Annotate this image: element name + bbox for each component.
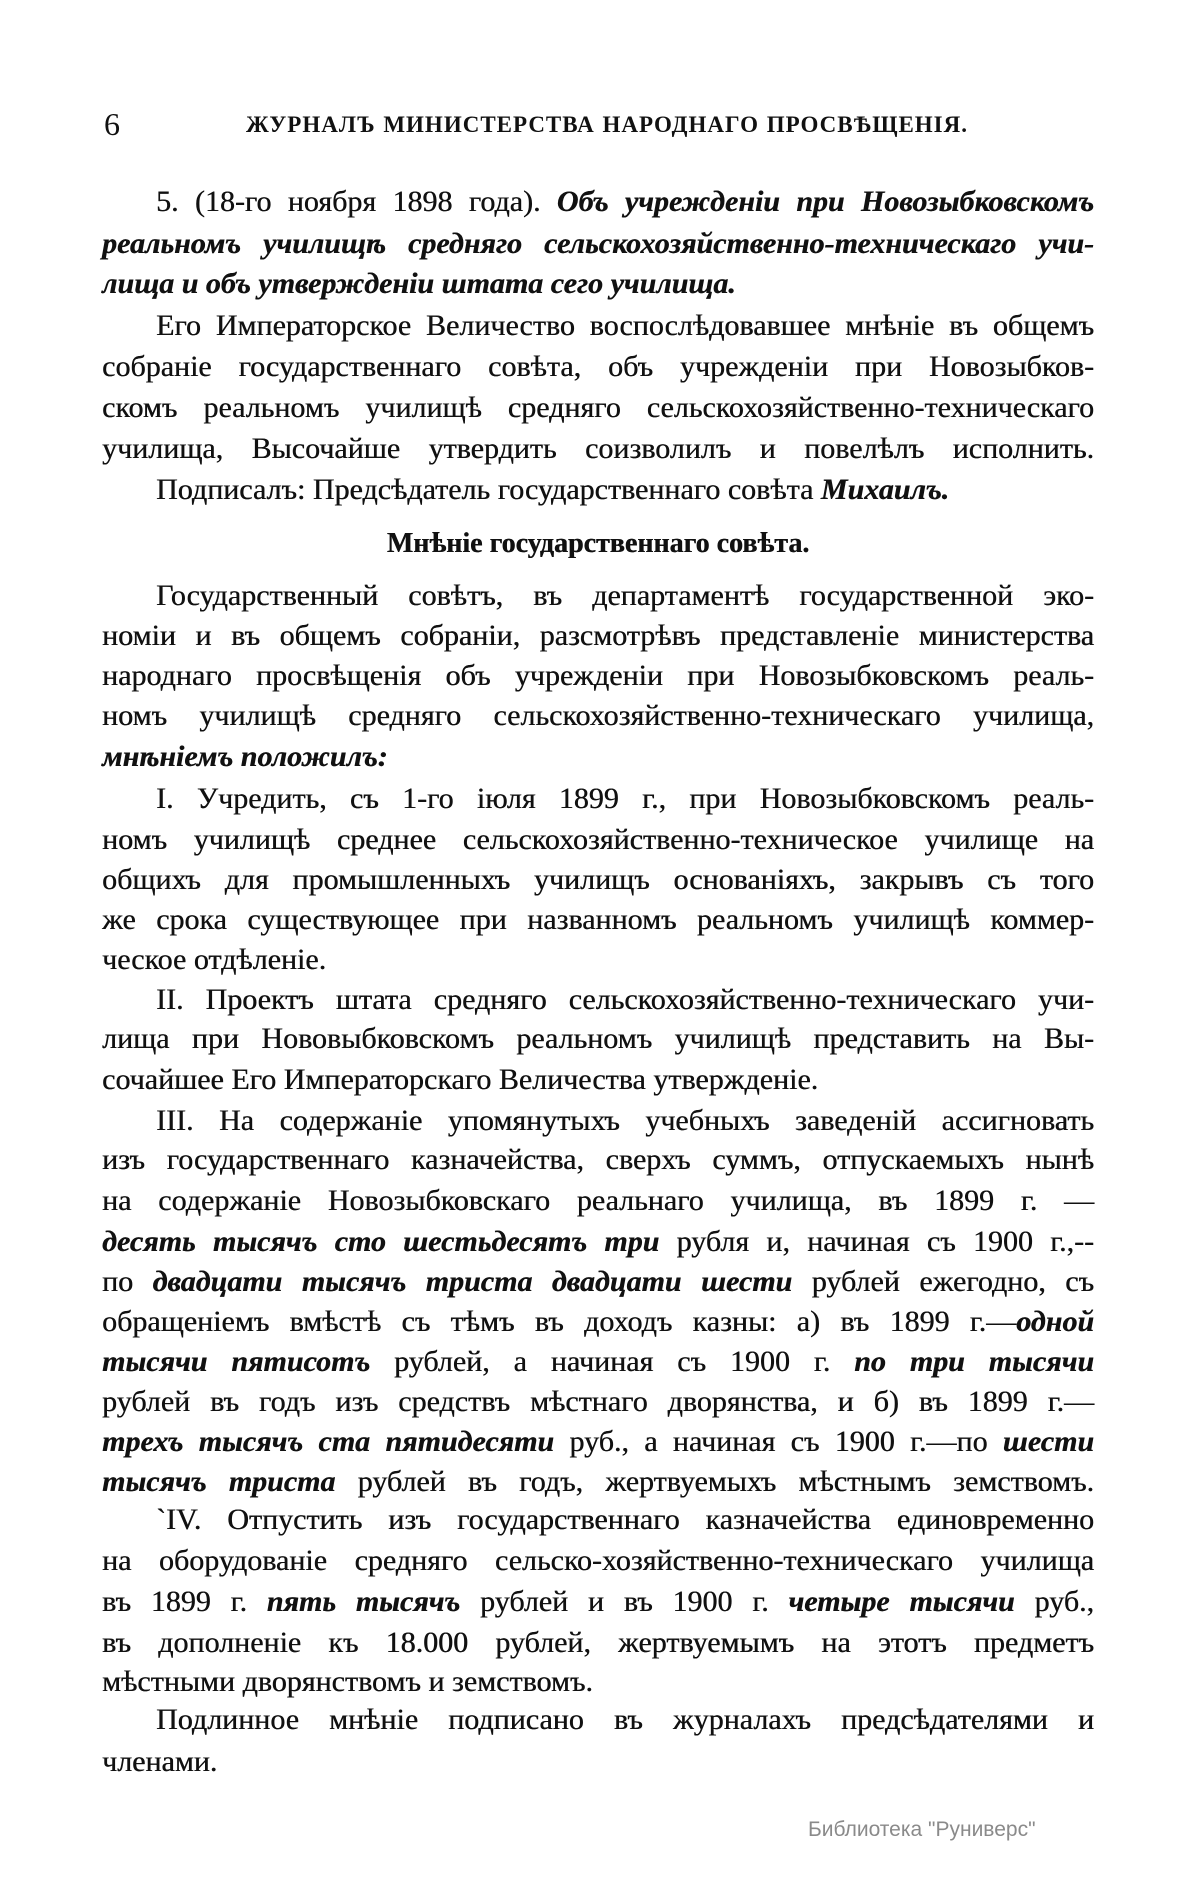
text-segment: III. На содержаніе упомянутыхъ учебныхъ заведеній ассигновать — [156, 1104, 1094, 1137]
text-segment: рублей и въ 1900 г. — [460, 1585, 789, 1618]
text-segment: Подлинное мнѣніе подписано въ журналахъ предсѣдателями и — [156, 1703, 1094, 1736]
italic-text: Михаилъ. — [820, 473, 950, 506]
italic-text: тысячъ триста — [102, 1465, 336, 1498]
text-line — [102, 656, 1094, 696]
text-segment: Подписалъ: Предсѣдатель государственнаго совѣта — [156, 473, 821, 506]
italic-text: десять тысячъ сто шестьдесятъ три — [102, 1225, 660, 1258]
text-line — [156, 470, 1094, 510]
italic-text: лища и объ утвержденіи штата сего училища. — [102, 267, 736, 300]
text-segment: `IV. Отпустить изъ государственнаго казначейства единовременно — [156, 1503, 1094, 1536]
text-line — [102, 1582, 1094, 1622]
text-line — [102, 860, 1094, 900]
italic-text: шести — [1002, 1425, 1095, 1458]
text-line — [156, 980, 1094, 1020]
text-line — [156, 182, 1094, 222]
text-segment: рубля и, начиная съ 1900 г.,-- — [659, 1225, 1094, 1258]
text-line — [102, 1623, 1094, 1663]
text-segment: на оборудованіе средняго сельско-хозяйственно-техническаго училища — [102, 1544, 1094, 1577]
italic-text: двадцати тысячъ триста двадцати шести — [152, 1265, 793, 1298]
text-segment: рублей въ годъ, жертвуемыхъ мѣстнымъ земствомъ. — [335, 1465, 1094, 1498]
text-line — [102, 820, 1094, 860]
text-segment: изъ государственнаго казначейства, сверхъ суммъ, отпускаемыхъ нынѣ — [102, 1143, 1094, 1176]
text-segment: на содержаніе Новозыбковскаго реальнаго училища, въ 1899 г. — — [102, 1184, 1094, 1217]
text-segment: номъ училищѣ средняго сельскохозяйственно-техническаго училища, — [102, 699, 1094, 732]
text-segment: руб., — [1014, 1585, 1094, 1618]
text-line — [156, 576, 1094, 616]
text-line — [156, 1500, 1094, 1540]
page-number: 6 — [104, 106, 120, 142]
text-line — [156, 779, 1094, 819]
text-segment: училища, Высочайше утвердить соизволилъ и повелѣлъ исполнить. — [102, 432, 1094, 465]
text-line — [156, 1700, 1094, 1740]
text-line — [102, 1662, 1094, 1702]
text-segment: въ дополненіе къ 18.000 рублей, жертвуемымъ на этотъ предметъ — [102, 1626, 1094, 1659]
italic-text: Объ учрежденіи при Новозыбковскомъ — [556, 185, 1094, 218]
text-segment: рублей, а начиная съ 1900 г. — [370, 1345, 855, 1378]
text-line — [102, 1422, 1094, 1462]
text-segment: собраніе государственнаго совѣта, объ учрежденіи при Новозыбков- — [102, 350, 1094, 383]
text-segment: II. Проектъ штата средняго сельскохозяйственно-техническаго учи- — [156, 983, 1094, 1016]
text-segment: рублей въ годъ изъ средствъ мѣстнаго дворянства, и б) въ 1899 г.— — [102, 1385, 1094, 1418]
text-segment: номіи и въ общемъ собраніи, разсмотрѣвъ представленіе министерства — [102, 619, 1094, 652]
text-segment: обращеніемъ вмѣстѣ съ тѣмъ въ доходъ казны: а) въ 1899 г.— — [102, 1305, 1017, 1338]
text-line — [102, 940, 1094, 980]
text-segment: общихъ для промышленныхъ училищъ основаніяхъ, закрывъ съ того — [102, 863, 1094, 896]
italic-text: одной — [1016, 1305, 1094, 1338]
text-segment: сочайшее Его Императорскаго Величества утвержденіе. — [102, 1063, 819, 1096]
text-segment: номъ училищѣ среднее сельскохозяйственно-техническое училище на — [102, 823, 1094, 856]
text-line — [102, 1140, 1094, 1180]
italic-text: четыре тысячи — [788, 1585, 1015, 1618]
text-segment: Государственный совѣтъ, въ департаментѣ государственной эко- — [156, 579, 1094, 612]
text-segment: I. Учредить, съ 1-го іюля 1899 г., при Новозыбковскомъ реаль- — [156, 782, 1094, 815]
italic-text: пять тысячъ — [266, 1585, 461, 1618]
text-line — [102, 264, 1094, 304]
italic-text: мнѣніемъ положилъ: — [102, 740, 388, 773]
text-segment: мѣстными дворянствомъ и земствомъ. — [102, 1665, 593, 1698]
italic-text: тысячи пятисотъ — [102, 1345, 371, 1378]
text-segment: въ 1899 г. — [102, 1585, 267, 1618]
running-title: ЖУРНАЛЪ МИНИСТЕРСТВА НАРОДНАГО ПРОСВѢЩЕНІЯ. — [246, 112, 968, 137]
section-heading — [102, 524, 1094, 564]
text-segment: рублей ежегодно, съ — [792, 1265, 1094, 1298]
text-line — [102, 1302, 1094, 1342]
text-line — [156, 306, 1094, 346]
text-line — [102, 900, 1094, 940]
text-line — [102, 1462, 1094, 1502]
text-line — [156, 1101, 1094, 1141]
text-line — [102, 1060, 1094, 1100]
text-line — [102, 429, 1094, 469]
italic-text: трехъ тысячъ ста пятидесяти — [102, 1425, 555, 1458]
text-segment: ческое отдѣленіе. — [102, 943, 327, 976]
text-line — [102, 1382, 1094, 1422]
text-line — [102, 1019, 1094, 1059]
text-line — [102, 696, 1094, 736]
text-segment: Мнѣніе государственнаго совѣта. — [386, 528, 810, 559]
text-line — [102, 224, 1094, 264]
text-segment: по — [102, 1265, 153, 1298]
text-line — [102, 1541, 1094, 1581]
text-line — [102, 616, 1094, 656]
text-line — [102, 1342, 1094, 1382]
text-line — [102, 388, 1094, 428]
text-segment: лища при Нововыбковскомъ реальномъ училищѣ представить на Вы- — [102, 1022, 1094, 1055]
text-segment: Его Императорское Величество воспослѣдовавшее мнѣніе въ общемъ — [156, 309, 1094, 342]
text-line — [102, 347, 1094, 387]
text-segment: членами. — [102, 1745, 218, 1778]
text-line — [102, 1181, 1094, 1221]
text-line — [102, 737, 1094, 777]
library-watermark: Библиотека "Руниверс" — [808, 1818, 1036, 1841]
text-segment: скомъ реальномъ училищѣ средняго сельскохозяйственно-техническаго — [102, 391, 1094, 424]
text-segment: 5. (18-го ноября 1898 года). — [156, 185, 557, 218]
text-line — [102, 1222, 1094, 1262]
text-segment: руб., а начиная съ 1900 г.—по — [554, 1425, 1003, 1458]
italic-text: по три тысячи — [854, 1345, 1094, 1378]
italic-text: реальномъ училищѣ средняго сельскохозяйственно-техническаго учи- — [102, 227, 1094, 260]
text-segment: же срока существующее при названномъ реальномъ училищѣ коммер- — [102, 903, 1094, 936]
text-line — [102, 1742, 1094, 1782]
text-line — [102, 1262, 1094, 1302]
text-segment: народнаго просвѣщенія объ учрежденіи при Новозыбковскомъ реаль- — [102, 659, 1094, 692]
